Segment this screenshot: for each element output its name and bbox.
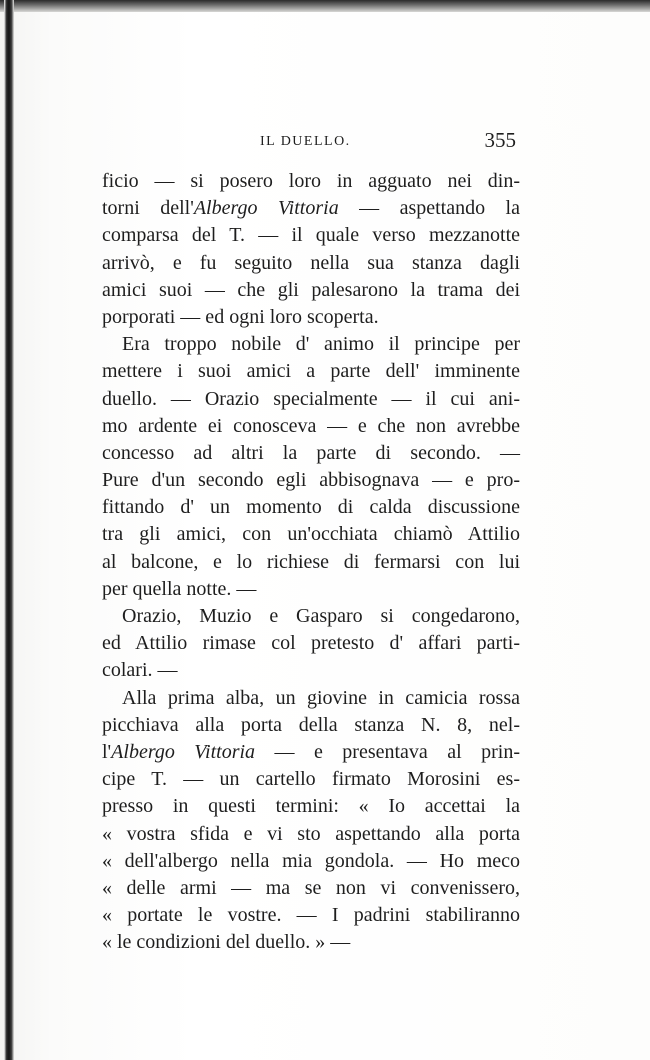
text-segment: torni dell' xyxy=(102,197,194,220)
text-segment: « dell'albergo nella mia gondola. — Ho meco xyxy=(102,849,520,872)
text-segment: « vostra sfida e vi sto aspettando alla porta xyxy=(102,822,520,845)
text-line xyxy=(102,657,520,684)
text-line xyxy=(102,250,520,277)
text-line xyxy=(102,603,520,630)
text-line xyxy=(102,168,520,195)
text-line xyxy=(102,277,520,304)
text-line xyxy=(102,929,520,956)
text-segment: duello. — Orazio specialmente — il cui ani- xyxy=(102,387,520,410)
text-line xyxy=(102,386,520,413)
page-header xyxy=(102,128,520,158)
text-segment: mo ardente ei conosceva — e che non avrebbe xyxy=(102,414,520,437)
text-segment: « delle armi — ma se non vi convenissero, xyxy=(102,876,520,899)
text-line xyxy=(102,195,520,222)
text-line xyxy=(102,902,520,929)
text-line xyxy=(102,848,520,875)
text-segment: concesso ad altri la parte di secondo. — xyxy=(102,441,520,464)
text-segment: — e presentava al prin- xyxy=(255,740,520,763)
text-segment: ficio — si posero loro in agguato nei din- xyxy=(102,170,520,192)
text-line xyxy=(102,739,520,766)
text-segment: per quella notte. — xyxy=(102,577,257,600)
text-segment: — aspettando la xyxy=(338,197,520,220)
text-segment: « portate le vostre. — I padrini stabiliranno xyxy=(102,904,520,927)
text-segment: amici suoi — che gli palesarono la trama dei xyxy=(102,278,520,301)
text-line xyxy=(102,685,520,712)
text-line xyxy=(102,576,520,603)
text-segment: Alla prima alba, un giovine in camicia rossa xyxy=(122,686,520,709)
text-line xyxy=(102,494,520,521)
italic-text: Albergo Vittoria xyxy=(193,197,339,220)
text-segment: arrivò, e fu seguito nella sua stanza dagli xyxy=(102,251,520,274)
text-line xyxy=(102,630,520,657)
text-line xyxy=(102,331,520,358)
text-line xyxy=(102,549,520,576)
text-segment: comparsa del T. — il quale verso mezzanotte xyxy=(102,224,520,247)
book-spine-shadow xyxy=(4,0,14,1060)
text-segment: colari. — xyxy=(102,659,178,682)
text-line xyxy=(102,358,520,385)
text-segment: cipe T. — un cartello firmato Morosini es- xyxy=(102,768,520,791)
italic-text: Albergo Vittoria xyxy=(111,740,256,763)
text-segment: ed Attilio rimase col pretesto d' affari parti- xyxy=(102,632,520,655)
text-line xyxy=(102,413,520,440)
text-line xyxy=(102,712,520,739)
running-title: IL DUELLO. xyxy=(260,134,351,149)
text-line xyxy=(102,467,520,494)
text-line xyxy=(102,793,520,820)
text-segment: porporati — ed ogni loro scoperta. xyxy=(102,305,379,328)
text-segment: tra gli amici, con un'occhiata chiamò Attilio xyxy=(102,523,520,546)
text-segment: « le condizioni del duello. » — xyxy=(102,931,351,954)
text-line xyxy=(102,875,520,902)
text-segment: mettere i suoi amici a parte dell' imminente xyxy=(102,360,520,383)
text-line xyxy=(102,821,520,848)
text-line xyxy=(102,766,520,793)
text-segment: Pure d'un secondo egli abbisognava — e pro- xyxy=(102,469,520,492)
text-line xyxy=(102,440,520,467)
text-segment: fittando d' un momento di calda discussione xyxy=(102,496,520,519)
page-number: 355 xyxy=(484,128,516,152)
text-line xyxy=(102,304,520,331)
text-segment: l' xyxy=(102,740,112,763)
text-line xyxy=(102,521,520,548)
text-segment: Orazio, Muzio e Gasparo si congedarono, xyxy=(122,605,520,627)
text-line xyxy=(102,222,520,249)
page-top-edge xyxy=(0,0,650,12)
text-segment: presso in questi termini: « Io accettai la xyxy=(102,795,520,818)
text-segment: picchiava alla porta della stanza N. 8, nel- xyxy=(102,713,520,736)
text-segment: Era troppo nobile d' animo il principe per xyxy=(122,333,520,356)
text-segment: al balcone, e lo richiese di fermarsi con lui xyxy=(102,550,520,573)
body-text xyxy=(102,168,520,956)
